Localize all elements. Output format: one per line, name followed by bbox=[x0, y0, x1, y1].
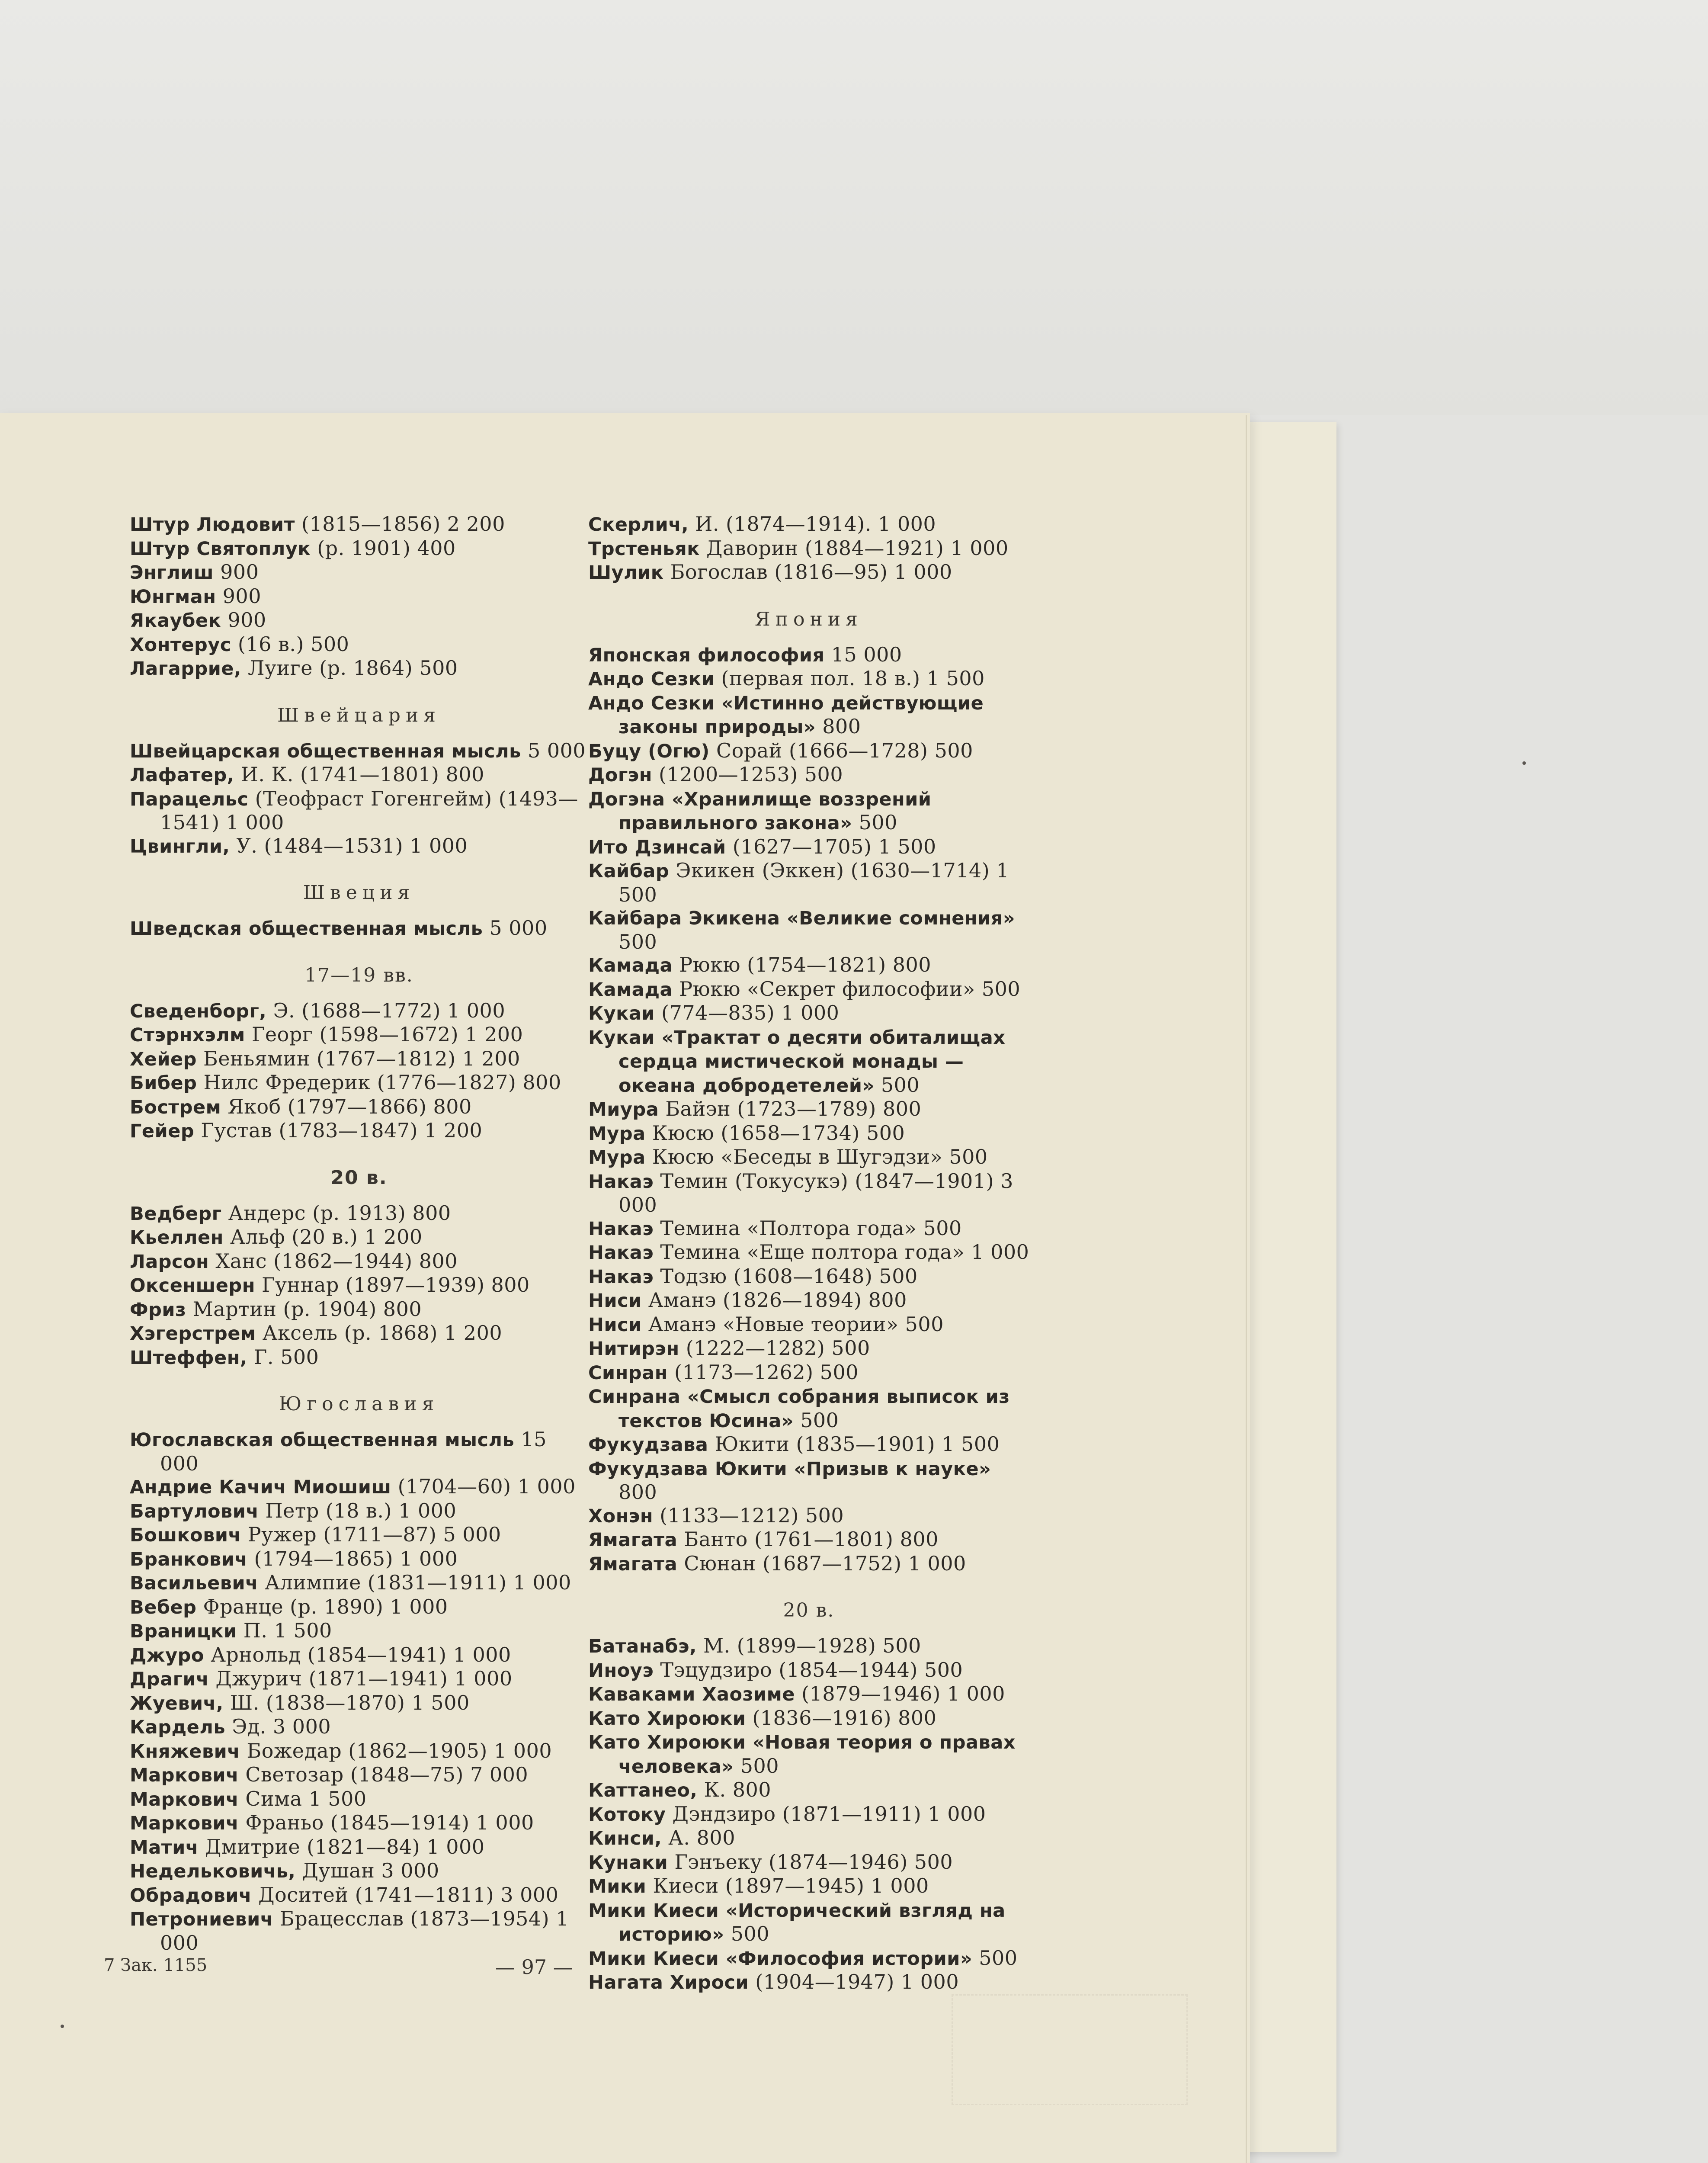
index-entry bbox=[130, 585, 588, 609]
index-entry bbox=[588, 513, 1029, 537]
entry-details: 500 bbox=[740, 1754, 779, 1778]
entry-name: Котоку bbox=[588, 1804, 666, 1826]
entry-name: Обрадович bbox=[130, 1884, 252, 1906]
entry-name: Каваками Хаозиме bbox=[588, 1684, 795, 1705]
entry-details: (первая пол. 18 в.) 1 500 bbox=[721, 667, 985, 690]
entry-details: Рюкю (1754—1821) 800 bbox=[679, 953, 932, 976]
entry-name: Петрониевич bbox=[130, 1909, 273, 1930]
entry-details: 800 bbox=[618, 1480, 657, 1504]
entry-name: Батанабэ, bbox=[588, 1636, 697, 1657]
entry-name: Штур Святоплук bbox=[130, 538, 311, 560]
right-column bbox=[588, 513, 1029, 1995]
entry-name: Парацельс bbox=[130, 788, 249, 810]
entry-name: Энглиш bbox=[130, 562, 214, 584]
section-heading: 20 в. bbox=[783, 1599, 835, 1621]
index-entry bbox=[130, 1428, 588, 1475]
entry-details: (1879—1946) 1 000 bbox=[801, 1682, 1005, 1705]
entry-details: Мартин (р. 1904) 800 bbox=[192, 1297, 422, 1321]
index-entry bbox=[588, 1217, 1029, 1241]
entry-details: Георг (1598—1672) 1 200 bbox=[251, 1023, 523, 1046]
index-entry bbox=[130, 1571, 588, 1595]
entry-name: Якаубек bbox=[130, 610, 221, 632]
entry-name: Иноуэ bbox=[588, 1659, 654, 1682]
entry-name: Шведская общественная мысль bbox=[130, 918, 483, 940]
entry-details: Темина «Еще полтора года» 1 000 bbox=[660, 1240, 1029, 1264]
entry-name: Нитирэн bbox=[588, 1338, 679, 1360]
entry-details: 15 000 bbox=[831, 642, 902, 666]
entry-name: Накаэ bbox=[588, 1171, 654, 1193]
entry-name: Хонтерус bbox=[130, 634, 231, 656]
index-entry bbox=[588, 835, 1029, 860]
index-entry bbox=[130, 1322, 588, 1346]
entry-name: Ито Дзинсай bbox=[588, 836, 726, 858]
index-entry bbox=[588, 1170, 1029, 1217]
entry-details: 500 bbox=[731, 1922, 770, 1945]
section-heading: Югославия bbox=[279, 1393, 439, 1415]
entry-details: Киеси (1897—1945) 1 000 bbox=[653, 1874, 929, 1897]
entry-name: Кукаи bbox=[588, 1003, 655, 1024]
entry-details: Рюкю «Секрет философии» 500 bbox=[679, 977, 1021, 1001]
index-entry bbox=[588, 1707, 1029, 1731]
entry-details: 900 bbox=[220, 560, 259, 584]
entry-details: 500 bbox=[979, 1946, 1018, 1970]
entry-details: Луиге (р. 1864) 500 bbox=[248, 656, 458, 680]
entry-name: Недельковичь, bbox=[130, 1861, 296, 1882]
index-entry bbox=[130, 1202, 588, 1226]
entry-name: Кьеллен bbox=[130, 1227, 224, 1248]
index-entry bbox=[588, 537, 1029, 561]
entry-name: Догэн bbox=[588, 764, 653, 786]
entry-details: Сима 1 500 bbox=[245, 1787, 367, 1810]
entry-details: К. 800 bbox=[704, 1778, 772, 1801]
index-entry bbox=[130, 1499, 588, 1524]
entry-details: Густав (1783—1847) 1 200 bbox=[201, 1119, 483, 1142]
entry-name: Мура bbox=[588, 1123, 646, 1145]
entry-name: Лагаррие, bbox=[130, 658, 241, 680]
entry-details: Доситей (1741—1811) 3 000 bbox=[258, 1883, 559, 1906]
entry-details: Эд. 3 000 bbox=[232, 1715, 331, 1738]
index-entry bbox=[130, 1763, 588, 1788]
entry-details: 500 bbox=[881, 1073, 920, 1097]
entry-name: Ниси bbox=[588, 1290, 642, 1312]
entry-details: (1222—1282) 500 bbox=[686, 1336, 870, 1360]
entry-details: 5 000 bbox=[489, 916, 548, 940]
index-entry bbox=[130, 1667, 588, 1691]
index-entry bbox=[588, 906, 1029, 953]
entry-name: Маркович bbox=[130, 1765, 239, 1786]
index-entry bbox=[588, 1098, 1029, 1122]
entry-name: Маркович bbox=[130, 1813, 239, 1834]
entry-details: (1200—1253) 500 bbox=[659, 763, 843, 786]
entry-name: Синран bbox=[588, 1362, 668, 1384]
index-entry bbox=[588, 1730, 1029, 1778]
entry-details: Брацесслав (1873—1954) 1 000 bbox=[160, 1907, 569, 1954]
entry-details: Беньямин (1767—1812) 1 200 bbox=[203, 1046, 520, 1070]
entry-name: Ведберг bbox=[130, 1203, 222, 1225]
entry-name: Бибер bbox=[130, 1072, 197, 1094]
entry-name: Кайбар bbox=[588, 860, 670, 882]
section-heading: Швейцария bbox=[277, 704, 441, 726]
entry-details: Ханс (1862—1944) 800 bbox=[215, 1249, 458, 1273]
index-entry bbox=[588, 739, 1029, 764]
index-entry bbox=[588, 1803, 1029, 1827]
index-entry bbox=[130, 1346, 588, 1370]
index-entry bbox=[130, 834, 588, 859]
entry-details: Божедар (1862—1905) 1 000 bbox=[247, 1739, 552, 1762]
entry-name: Мики Киеси «Исторический взгляд на историю» bbox=[588, 1900, 1006, 1945]
entry-details: Петр (18 в.) 1 000 bbox=[265, 1499, 457, 1522]
entry-details: П. 1 500 bbox=[243, 1619, 332, 1642]
entry-name: Маркович bbox=[130, 1788, 239, 1810]
index-entry bbox=[130, 1788, 588, 1812]
entry-name: Швейцарская общественная мысль bbox=[130, 740, 521, 762]
entry-details: Богослав (1816—95) 1 000 bbox=[670, 560, 952, 584]
entry-details: Юкити (1835—1901) 1 500 bbox=[715, 1432, 1000, 1456]
left-column bbox=[130, 513, 588, 1954]
index-entry bbox=[588, 1122, 1029, 1146]
entry-name: Андо Сезки bbox=[588, 668, 715, 690]
index-entry bbox=[130, 1071, 588, 1095]
index-entry bbox=[130, 1836, 588, 1860]
entry-details: Байэн (1723—1789) 800 bbox=[665, 1097, 922, 1120]
index-entry bbox=[588, 1659, 1029, 1683]
entry-name: Като Хироюки «Новая теория о правах человека» bbox=[588, 1732, 1016, 1778]
entry-name: Враницки bbox=[130, 1621, 237, 1642]
index-entry bbox=[130, 1859, 588, 1884]
index-entry bbox=[588, 643, 1029, 668]
background-top bbox=[0, 0, 1708, 415]
entry-details: (1173—1262) 500 bbox=[674, 1360, 859, 1384]
entry-name: Каттанео, bbox=[588, 1780, 698, 1801]
entry-name: Жуевич, bbox=[130, 1692, 224, 1714]
entry-details: Экикен (Эккен) (1630—1714) 1 500 bbox=[618, 859, 1009, 906]
entry-name: Княжевич bbox=[130, 1740, 240, 1762]
index-entry bbox=[130, 1715, 588, 1739]
entry-details: Аксель (р. 1868) 1 200 bbox=[262, 1321, 503, 1345]
entry-details: Сюнан (1687—1752) 1 000 bbox=[684, 1551, 966, 1575]
dust-speck bbox=[61, 2025, 64, 2028]
entry-name: Югославская общественная мысль bbox=[130, 1429, 515, 1451]
entry-name: Фриз bbox=[130, 1299, 186, 1321]
index-entry bbox=[588, 1385, 1029, 1433]
index-entry bbox=[588, 1528, 1029, 1552]
entry-details: Альф (20 в.) 1 200 bbox=[230, 1225, 423, 1248]
entry-name: Вебер bbox=[130, 1596, 197, 1618]
index-entry bbox=[588, 1241, 1029, 1265]
entry-details: Кюсю «Беседы в Шугэдзи» 500 bbox=[652, 1145, 988, 1168]
section-heading: 17—19 вв. bbox=[304, 964, 413, 986]
entry-name: Кукаи «Трактат о десяти обиталищах сердца мистической монады — океана добродетелей» bbox=[588, 1027, 1006, 1097]
index-entry bbox=[130, 1023, 588, 1047]
entry-name: Накаэ bbox=[588, 1266, 654, 1288]
entry-name: Лафатер, bbox=[130, 764, 234, 786]
entry-details: 500 bbox=[800, 1408, 839, 1432]
entry-name: Накаэ bbox=[588, 1218, 654, 1240]
entry-name: Камада bbox=[588, 979, 673, 1001]
index-entry bbox=[130, 917, 588, 941]
page-edge-line bbox=[1246, 415, 1247, 2163]
entry-name: Синрана «Смысл собрания выписок из текстов Юсина» bbox=[588, 1386, 1010, 1432]
entry-details: (1815—1856) 2 200 bbox=[301, 512, 505, 536]
entry-details: Франце (р. 1890) 1 000 bbox=[203, 1595, 448, 1618]
entry-name: Цвингли, bbox=[130, 835, 230, 857]
entry-details: (1627—1705) 1 500 bbox=[732, 834, 936, 858]
index-entry bbox=[588, 561, 1029, 585]
index-entry bbox=[588, 1337, 1029, 1361]
index-entry bbox=[130, 1475, 588, 1499]
index-entry bbox=[588, 1026, 1029, 1098]
entry-name: Буцу (Огю) bbox=[588, 740, 710, 762]
index-entry bbox=[130, 561, 588, 585]
index-entry bbox=[588, 1313, 1029, 1337]
entry-details: Нилс Фредерик (1776—1827) 800 bbox=[203, 1071, 561, 1094]
index-entry bbox=[130, 1523, 588, 1547]
entry-details: (р. 1901) 400 bbox=[317, 536, 456, 560]
entry-name: Догэна «Хранилище воззрений правильного закона» bbox=[588, 788, 932, 834]
entry-name: Джуро bbox=[130, 1644, 204, 1666]
index-entry bbox=[588, 1778, 1029, 1803]
index-entry bbox=[130, 1298, 588, 1322]
index-entry bbox=[588, 1265, 1029, 1289]
index-entry bbox=[130, 1739, 588, 1764]
entry-name: Кунаки bbox=[588, 1852, 668, 1874]
index-entry bbox=[130, 1643, 588, 1668]
index-entry bbox=[130, 1907, 588, 1954]
entry-details: Душан 3 000 bbox=[302, 1859, 439, 1882]
entry-details: (16 в.) 500 bbox=[237, 632, 349, 656]
index-entry bbox=[130, 513, 588, 537]
entry-name: Мура bbox=[588, 1147, 646, 1168]
entry-name: Нагата Хироси bbox=[588, 1972, 749, 1993]
index-entry bbox=[588, 763, 1029, 787]
entry-details: Гэнъеку (1874—1946) 500 bbox=[674, 1850, 953, 1874]
index-entry bbox=[130, 1691, 588, 1716]
index-entry bbox=[588, 1947, 1029, 1971]
index-entry bbox=[130, 1095, 588, 1120]
faded-stamp bbox=[952, 1994, 1188, 2105]
index-entry bbox=[130, 787, 588, 834]
entry-details: 900 bbox=[228, 608, 266, 632]
dust-speck bbox=[1522, 761, 1526, 765]
section-heading: 20 в. bbox=[330, 1166, 388, 1189]
entry-details: Тодзю (1608—1648) 500 bbox=[660, 1264, 918, 1288]
entry-name: Юнгман bbox=[130, 586, 216, 608]
entry-details: Ружер (1711—87) 5 000 bbox=[247, 1523, 501, 1546]
entry-details: Э. (1688—1772) 1 000 bbox=[273, 998, 506, 1022]
entry-details: (Теофраст Гогенгейм) (1493—1541) 1 000 bbox=[160, 786, 578, 834]
entry-details: И. (1874—1914). 1 000 bbox=[695, 512, 936, 536]
index-entry bbox=[130, 633, 588, 657]
index-entry bbox=[588, 1146, 1029, 1170]
index-entry bbox=[130, 1619, 588, 1643]
index-entry bbox=[588, 1361, 1029, 1385]
entry-details: (1133—1212) 500 bbox=[660, 1503, 844, 1527]
entry-name: Като Хироюки bbox=[588, 1707, 746, 1730]
entry-name: Трстеньяк bbox=[588, 538, 700, 560]
index-entry bbox=[588, 1634, 1029, 1659]
entry-name: Ниси bbox=[588, 1314, 642, 1336]
entry-name: Оксеншерн bbox=[130, 1275, 255, 1297]
entry-name: Драгич bbox=[130, 1669, 209, 1690]
entry-details: (1794—1865) 1 000 bbox=[254, 1547, 458, 1570]
entry-details: 15 000 bbox=[160, 1428, 547, 1475]
entry-details: Арнольд (1854—1941) 1 000 bbox=[211, 1643, 511, 1666]
index-entry bbox=[130, 1884, 588, 1908]
entry-details: Аманэ «Новые теории» 500 bbox=[648, 1312, 944, 1336]
index-entry bbox=[130, 739, 588, 764]
entry-details: Сорай (1666—1728) 500 bbox=[716, 738, 973, 762]
entry-details: 900 bbox=[222, 584, 261, 608]
entry-details: Кюсю (1658—1734) 500 bbox=[652, 1121, 905, 1145]
entry-name: Камада bbox=[588, 955, 673, 976]
entry-name: Миура bbox=[588, 1099, 659, 1120]
entry-name: Бартулович bbox=[130, 1500, 259, 1522]
index-entry bbox=[588, 1001, 1029, 1026]
entry-details: (774—835) 1 000 bbox=[661, 1001, 840, 1024]
page-number: — 97 — bbox=[495, 1955, 573, 1979]
entry-details: Якоб (1797—1866) 800 bbox=[228, 1094, 472, 1118]
entry-details: Алимпие (1831—1911) 1 000 bbox=[265, 1571, 571, 1594]
entry-name: Гейер bbox=[130, 1120, 195, 1142]
entry-details: 500 bbox=[618, 930, 657, 953]
index-entry bbox=[130, 1250, 588, 1274]
entry-name: Штеффен, bbox=[130, 1347, 247, 1369]
entry-name: Фукудзава bbox=[588, 1434, 708, 1456]
entry-name: Накаэ bbox=[588, 1242, 654, 1264]
entry-details: Г. 500 bbox=[253, 1345, 319, 1369]
index-entry bbox=[130, 1274, 588, 1298]
index-entry bbox=[130, 537, 588, 561]
index-entry bbox=[130, 1595, 588, 1620]
index-entry bbox=[130, 1226, 588, 1250]
entry-name: Шулик bbox=[588, 562, 664, 584]
index-entry bbox=[588, 1682, 1029, 1707]
index-entry bbox=[130, 1119, 588, 1143]
index-entry bbox=[588, 1289, 1029, 1313]
entry-details: Темин (Токусукэ) (1847—1901) 3 000 bbox=[618, 1169, 1013, 1216]
entry-details: Андерс (р. 1913) 800 bbox=[228, 1201, 451, 1225]
entry-details: Банто (1761—1801) 800 bbox=[684, 1528, 939, 1551]
index-entry bbox=[130, 1047, 588, 1072]
entry-details: Дэндзиро (1871—1911) 1 000 bbox=[672, 1802, 986, 1826]
index-entry bbox=[588, 787, 1029, 835]
entry-details: 5 000 bbox=[527, 738, 586, 762]
index-entry bbox=[130, 609, 588, 633]
index-entry bbox=[588, 1874, 1029, 1899]
entry-details: Тэцудзиро (1854—1944) 500 bbox=[660, 1658, 963, 1682]
index-entry bbox=[588, 667, 1029, 691]
entry-name: Андрие Качич Миошиш bbox=[130, 1476, 391, 1498]
entry-name: Кардель bbox=[130, 1717, 226, 1738]
index-entry bbox=[588, 859, 1029, 906]
entry-name: Фукудзава Юкити «Призыв к науке» bbox=[588, 1458, 991, 1480]
entry-name: Хейер bbox=[130, 1048, 197, 1070]
entry-details: М. (1899—1928) 500 bbox=[703, 1634, 921, 1657]
entry-name: Кинси, bbox=[588, 1828, 662, 1849]
entry-details: Дмитрие (1821—84) 1 000 bbox=[205, 1835, 485, 1858]
index-entry bbox=[588, 1504, 1029, 1528]
entry-name: Штур Людовит bbox=[130, 514, 295, 536]
entry-details: (1704—60) 1 000 bbox=[397, 1475, 576, 1498]
entry-details: Франьо (1845—1914) 1 000 bbox=[245, 1811, 534, 1834]
entry-name: Матич bbox=[130, 1836, 199, 1858]
index-entry bbox=[130, 999, 588, 1024]
entry-details: Ш. (1838—1870) 1 500 bbox=[230, 1691, 470, 1714]
index-entry bbox=[588, 1970, 1029, 1995]
section-heading: Япония bbox=[755, 608, 863, 630]
entry-name: Бошкович bbox=[130, 1524, 241, 1546]
entry-name: Скерлич, bbox=[588, 514, 689, 536]
index-entry bbox=[588, 1826, 1029, 1851]
entry-details: И. К. (1741—1801) 800 bbox=[240, 763, 484, 786]
entry-name: Васильевич bbox=[130, 1573, 259, 1594]
index-entry bbox=[130, 763, 588, 787]
entry-name: Мики bbox=[588, 1876, 647, 1897]
entry-details: Даворин (1884—1921) 1 000 bbox=[706, 536, 1009, 560]
section-heading: Швеция bbox=[303, 882, 415, 904]
entry-name: Ларсон bbox=[130, 1251, 209, 1273]
entry-name: Бранкович bbox=[130, 1548, 248, 1570]
entry-name: Ямагата bbox=[588, 1529, 678, 1551]
entry-name: Японская философия bbox=[588, 644, 825, 666]
entry-details: (1904—1947) 1 000 bbox=[755, 1970, 959, 1993]
entry-name: Ямагата bbox=[588, 1553, 678, 1575]
entry-name: Кайбара Экикена «Великие сомнения» bbox=[588, 908, 1016, 929]
index-entry bbox=[130, 1547, 588, 1572]
entry-name: Мики Киеси «Философия истории» bbox=[588, 1948, 973, 1970]
order-number: 7 Зак. 1155 bbox=[104, 1955, 208, 1975]
index-entry bbox=[588, 978, 1029, 1002]
entry-details: А. 800 bbox=[668, 1826, 735, 1849]
entry-details: Гуннар (1897—1939) 800 bbox=[262, 1273, 530, 1297]
entry-name: Стэрнхэлм bbox=[130, 1024, 245, 1046]
entry-name: Сведенборг, bbox=[130, 1000, 267, 1022]
index-entry bbox=[588, 1457, 1029, 1504]
index-entry bbox=[588, 1851, 1029, 1875]
index-entry bbox=[588, 1433, 1029, 1457]
entry-name: Андо Сезки «Истинно действующие законы природы» bbox=[588, 692, 984, 738]
entry-name: Хэгерстрем bbox=[130, 1323, 256, 1345]
entry-details: (1836—1916) 800 bbox=[752, 1706, 937, 1730]
entry-details: Светозар (1848—75) 7 000 bbox=[245, 1763, 529, 1786]
entry-details: Темина «Полтора года» 500 bbox=[660, 1216, 962, 1240]
entry-name: Хонэн bbox=[588, 1505, 654, 1527]
index-entry bbox=[588, 691, 1029, 739]
entry-details: Джурич (1871—1941) 1 000 bbox=[215, 1667, 513, 1690]
index-entry bbox=[588, 1899, 1029, 1947]
entry-details: 500 bbox=[859, 811, 897, 834]
index-entry bbox=[130, 657, 588, 681]
entry-details: Аманэ (1826—1894) 800 bbox=[648, 1288, 907, 1312]
entry-details: 800 bbox=[822, 715, 861, 738]
index-entry bbox=[588, 1552, 1029, 1576]
index-entry bbox=[588, 953, 1029, 978]
index-entry bbox=[130, 1811, 588, 1836]
entry-details: У. (1484—1531) 1 000 bbox=[236, 834, 468, 857]
entry-name: Бострем bbox=[130, 1096, 221, 1118]
